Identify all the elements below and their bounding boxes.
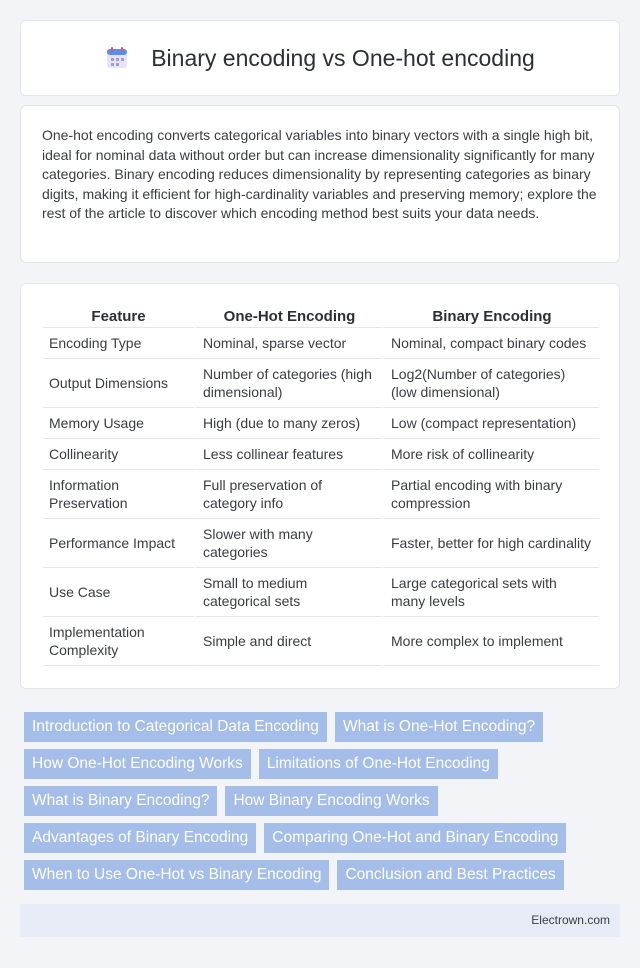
table-cell: Simple and direct <box>194 617 382 666</box>
comparison-table <box>43 302 599 666</box>
table-cell: Large categorical sets with many levels <box>382 568 599 617</box>
table-header-binary: Binary Encoding <box>382 302 599 328</box>
table-cell: Performance Impact <box>43 519 194 568</box>
table-cell: Memory Usage <box>43 408 194 439</box>
topic-link-introduction[interactable]: Introduction to Categorical Data Encoding <box>24 712 327 742</box>
table-cell: Collinearity <box>43 439 194 470</box>
topic-link-how-binary-works[interactable]: How Binary Encoding Works <box>225 786 437 816</box>
table-cell: High (due to many zeros) <box>194 408 382 439</box>
table-row <box>43 568 599 617</box>
intro-paragraph: One-hot encoding converts categorical variables into binary vectors with a single high bit, ideal for nominal data without order but can increase dimensionality significantly for many categories. Binary encoding reduces dimensionality by representing categories as binary digits, making it efficient for high-cardinality variables and preserving memory; explore the rest of the article to discover which encoding method best suits your data needs. <box>42 127 597 222</box>
topic-link-what-is-binary[interactable]: What is Binary Encoding? <box>24 786 217 816</box>
table-cell: Small to medium categorical sets <box>194 568 382 617</box>
footer <box>20 904 620 937</box>
topic-link-when-to-use[interactable]: When to Use One-Hot vs Binary Encoding <box>24 860 329 890</box>
topic-link-limitations-one-hot[interactable]: Limitations of One-Hot Encoding <box>259 749 498 779</box>
table-cell: Number of categories (high dimensional) <box>194 359 382 408</box>
table-cell: Output Dimensions <box>43 359 194 408</box>
calendar-icon <box>105 46 129 70</box>
topic-link-comparing[interactable]: Comparing One-Hot and Binary Encoding <box>264 823 566 853</box>
page-title: Binary encoding vs One-hot encoding <box>151 44 535 71</box>
table-cell: More risk of collinearity <box>382 439 599 470</box>
table-cell: Less collinear features <box>194 439 382 470</box>
topic-link-how-one-hot-works[interactable]: How One-Hot Encoding Works <box>24 749 251 779</box>
table-row <box>43 328 599 359</box>
table-cell: More complex to implement <box>382 617 599 666</box>
table-cell: Information Preservation <box>43 470 194 519</box>
table-cell: Nominal, compact binary codes <box>382 328 599 359</box>
intro-card <box>20 105 620 263</box>
table-row <box>43 359 599 408</box>
table-header-one-hot: One-Hot Encoding <box>194 302 382 328</box>
table-cell: Faster, better for high cardinality <box>382 519 599 568</box>
table-row <box>43 439 599 470</box>
table-cell: Nominal, sparse vector <box>194 328 382 359</box>
table-row <box>43 470 599 519</box>
table-header-feature: Feature <box>43 302 194 328</box>
comparison-table-card <box>20 283 620 689</box>
table-row <box>43 617 599 666</box>
topic-link-advantages-binary[interactable]: Advantages of Binary Encoding <box>24 823 256 853</box>
topic-link-what-is-one-hot[interactable]: What is One-Hot Encoding? <box>335 712 543 742</box>
table-cell: Use Case <box>43 568 194 617</box>
table-cell: Encoding Type <box>43 328 194 359</box>
table-cell: Full preservation of category info <box>194 470 382 519</box>
title-card <box>20 20 620 96</box>
topic-link-conclusion[interactable]: Conclusion and Best Practices <box>337 860 563 890</box>
table-cell: Slower with many categories <box>194 519 382 568</box>
footer-site-name: Electrown.com <box>531 913 610 927</box>
table-cell: Log2(Number of categories) (low dimensional) <box>382 359 599 408</box>
related-topics <box>24 712 604 890</box>
table-cell: Low (compact representation) <box>382 408 599 439</box>
table-cell: Partial encoding with binary compression <box>382 470 599 519</box>
table-cell: Implementation Complexity <box>43 617 194 666</box>
table-row <box>43 408 599 439</box>
table-row <box>43 519 599 568</box>
